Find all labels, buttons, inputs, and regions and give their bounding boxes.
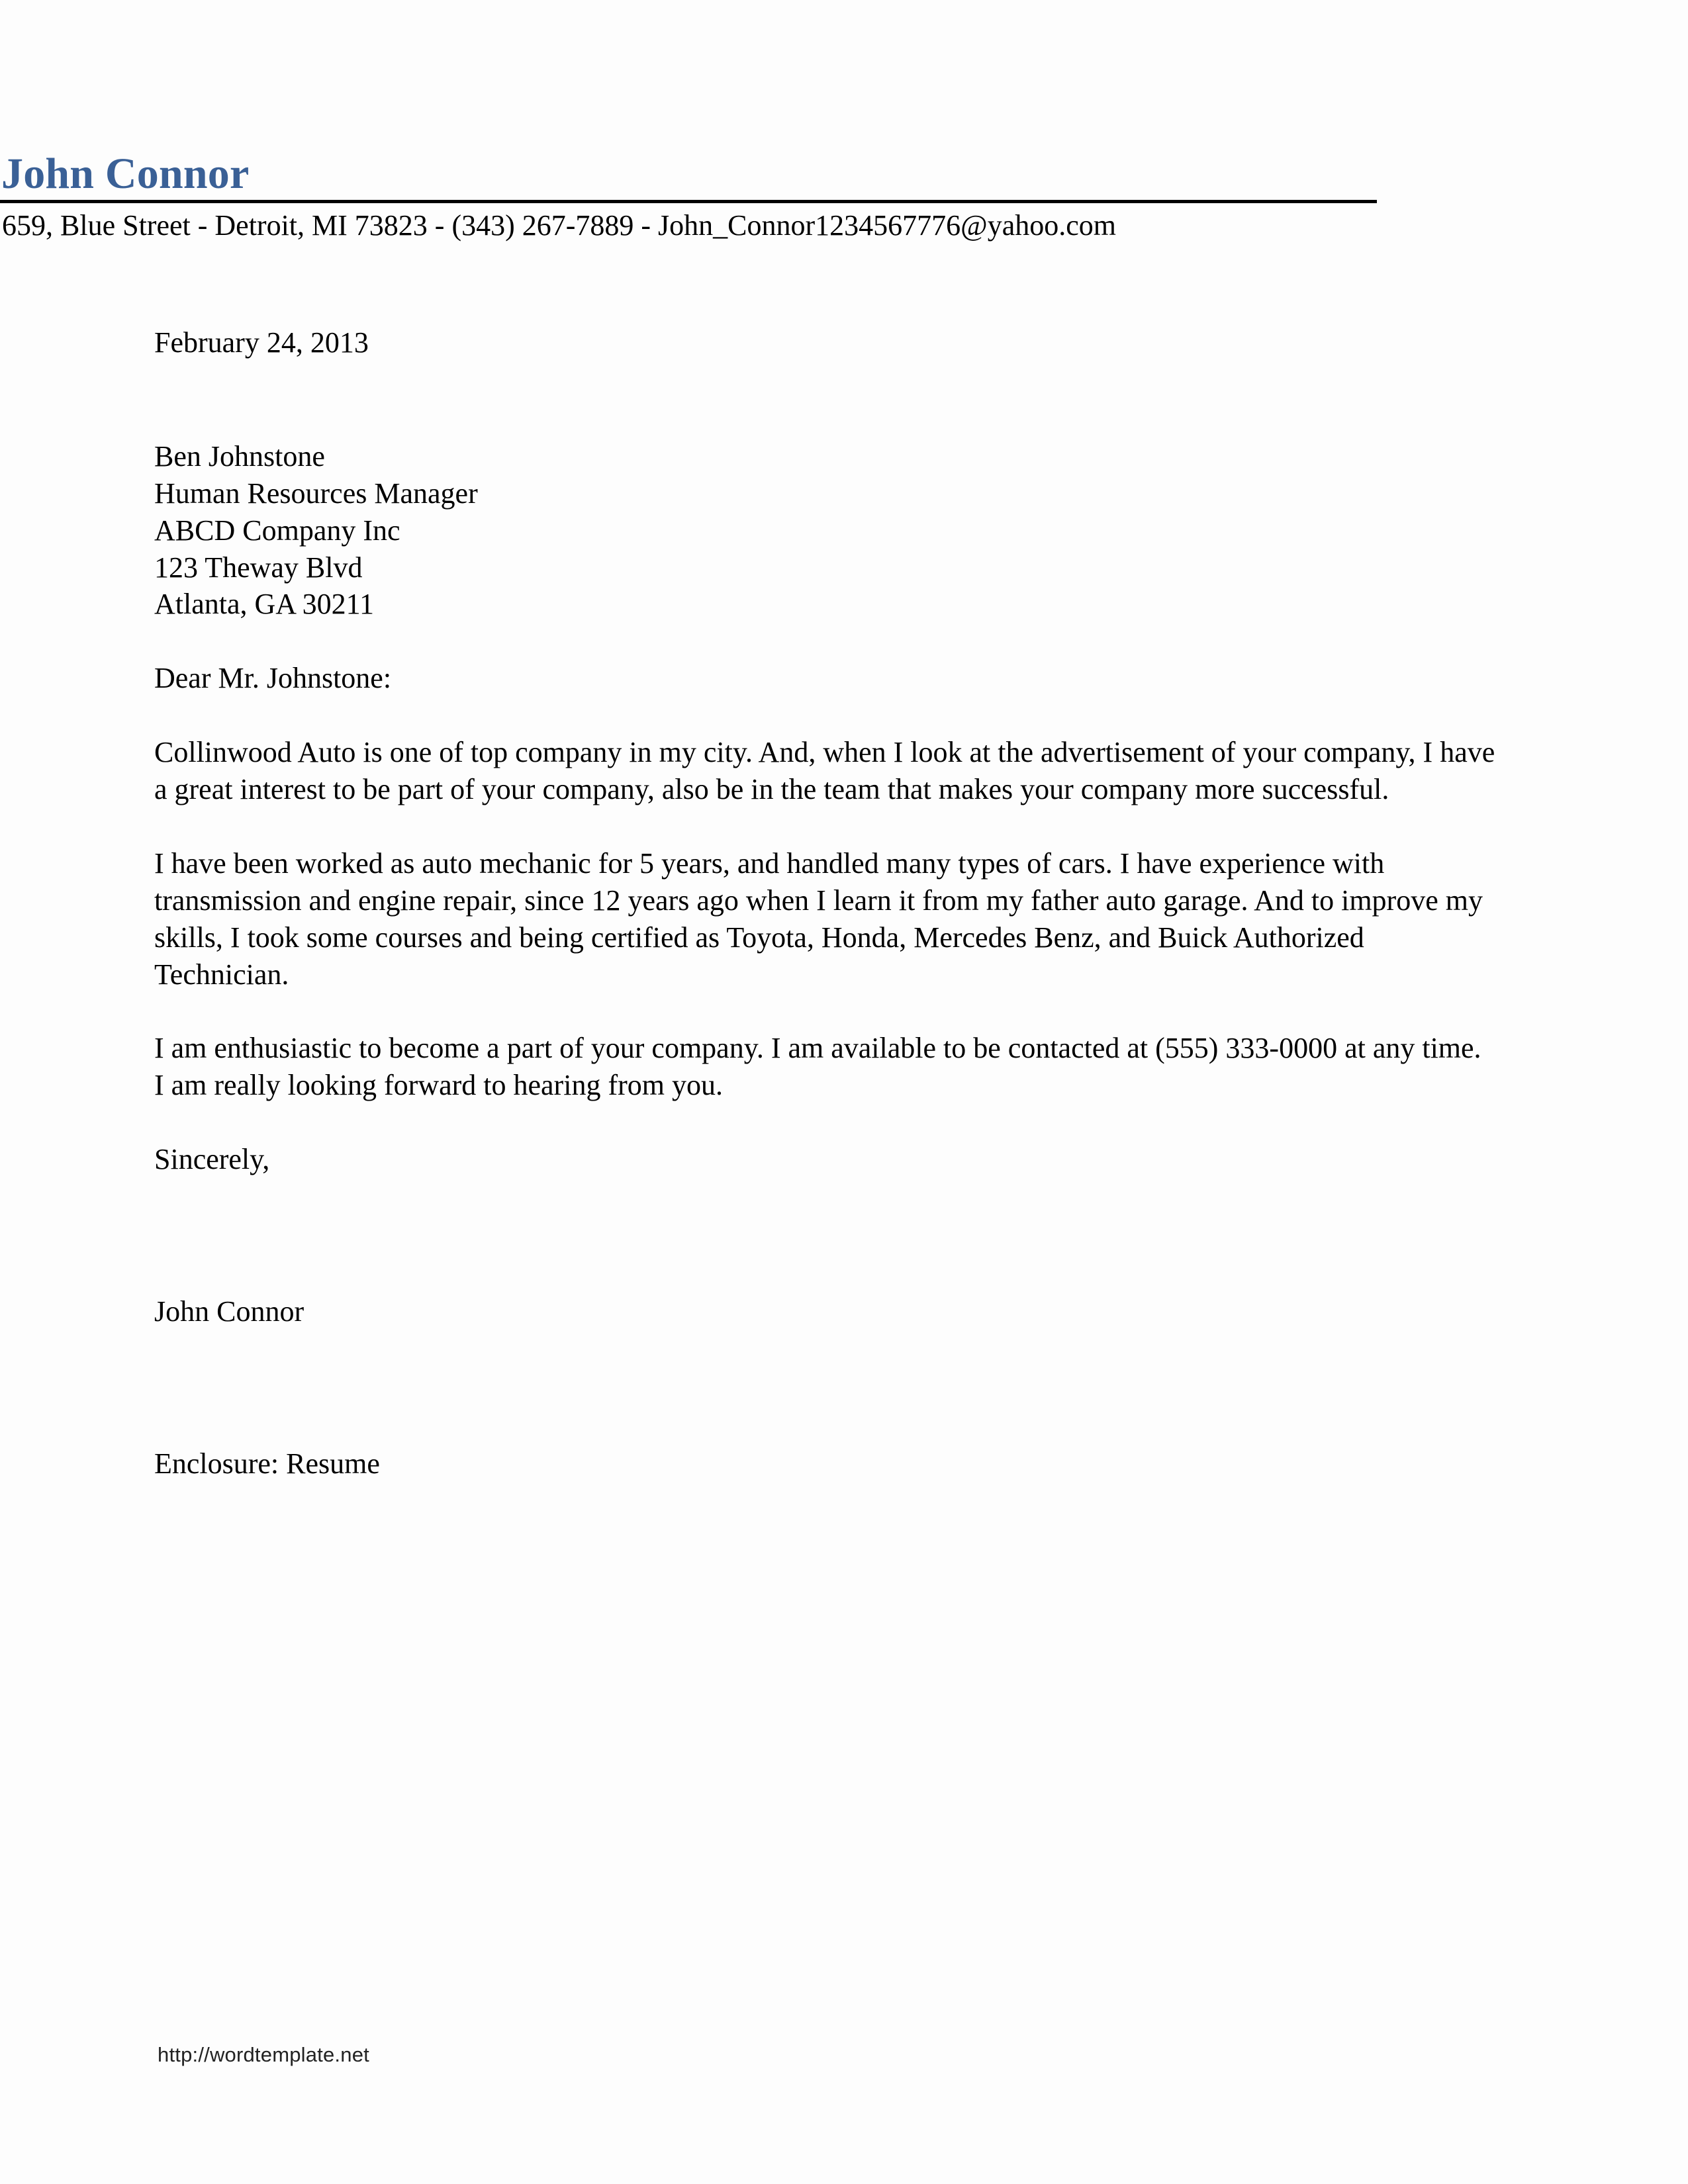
date-recipient-spacer-2 [154,400,1498,438]
enclosure-space-3 [154,1407,1498,1445]
signature-space-2 [154,1216,1498,1255]
recipient-company: ABCD Company Inc [154,514,400,547]
enclosure-space-1 [154,1330,1498,1369]
body-paragraph-2: I have been worked as auto mechanic for 5 years, and handled many types of cars. I have experience with transmission and engine repair, since 12 years ago when I learn it from my father auto garage. And to improve my skills, I took some courses and being certified as Toyota, Honda, Mercedes Benz, and Buick Authorized Technician. [154,846,1483,991]
footer-url[interactable]: http://wordtemplate.net [158,2043,369,2066]
closing-salutation: Sincerely, [154,1143,270,1176]
footer [158,2042,369,2067]
body-paragraph-3: I am enthusiastic to become a part of your company. I am available to be contacted at (555) 333-0000 at any time. I am really looking forward to hearing from you. [154,1032,1481,1102]
letter-date: February 24, 2013 [154,326,369,359]
paragraph-spacer-2 [154,993,1498,1030]
recipient-salutation-spacer [154,623,1498,660]
paragraph-closing-spacer [154,1104,1498,1141]
signature-space-3 [154,1255,1498,1293]
letterhead-divider-rule [0,200,1377,203]
date-recipient-spacer [154,361,1498,400]
signature-space-1 [154,1178,1498,1216]
enclosure-space-2 [154,1369,1498,1407]
letter-body [154,324,1498,1482]
recipient-address-block [154,438,1498,623]
letterhead [0,152,1377,244]
sender-contact-line: 659, Blue Street - Detroit, MI 73823 - (343) 267-7889 - John_Connor1234567776@yahoo.com [2,209,1116,242]
salutation-body-spacer [154,697,1498,734]
paragraph-spacer-1 [154,808,1498,845]
signature-name: John Connor [154,1295,305,1328]
recipient-street: 123 Theway Blvd [154,551,363,584]
recipient-name: Ben Johnstone [154,439,325,473]
recipient-city-state-zip: Atlanta, GA 30211 [154,588,374,621]
body-paragraph-1: Collinwood Auto is one of top company in my city. And, when I look at the advertisement of your company, I have a great interest to be part of your company, also be in the team that makes your company more successful. [154,736,1495,805]
salutation: Dear Mr. Johnstone: [154,662,392,695]
recipient-title: Human Resources Manager [154,477,478,510]
sender-name-heading: John Connor [1,150,250,198]
enclosure-line: Enclosure: Resume [154,1447,380,1480]
